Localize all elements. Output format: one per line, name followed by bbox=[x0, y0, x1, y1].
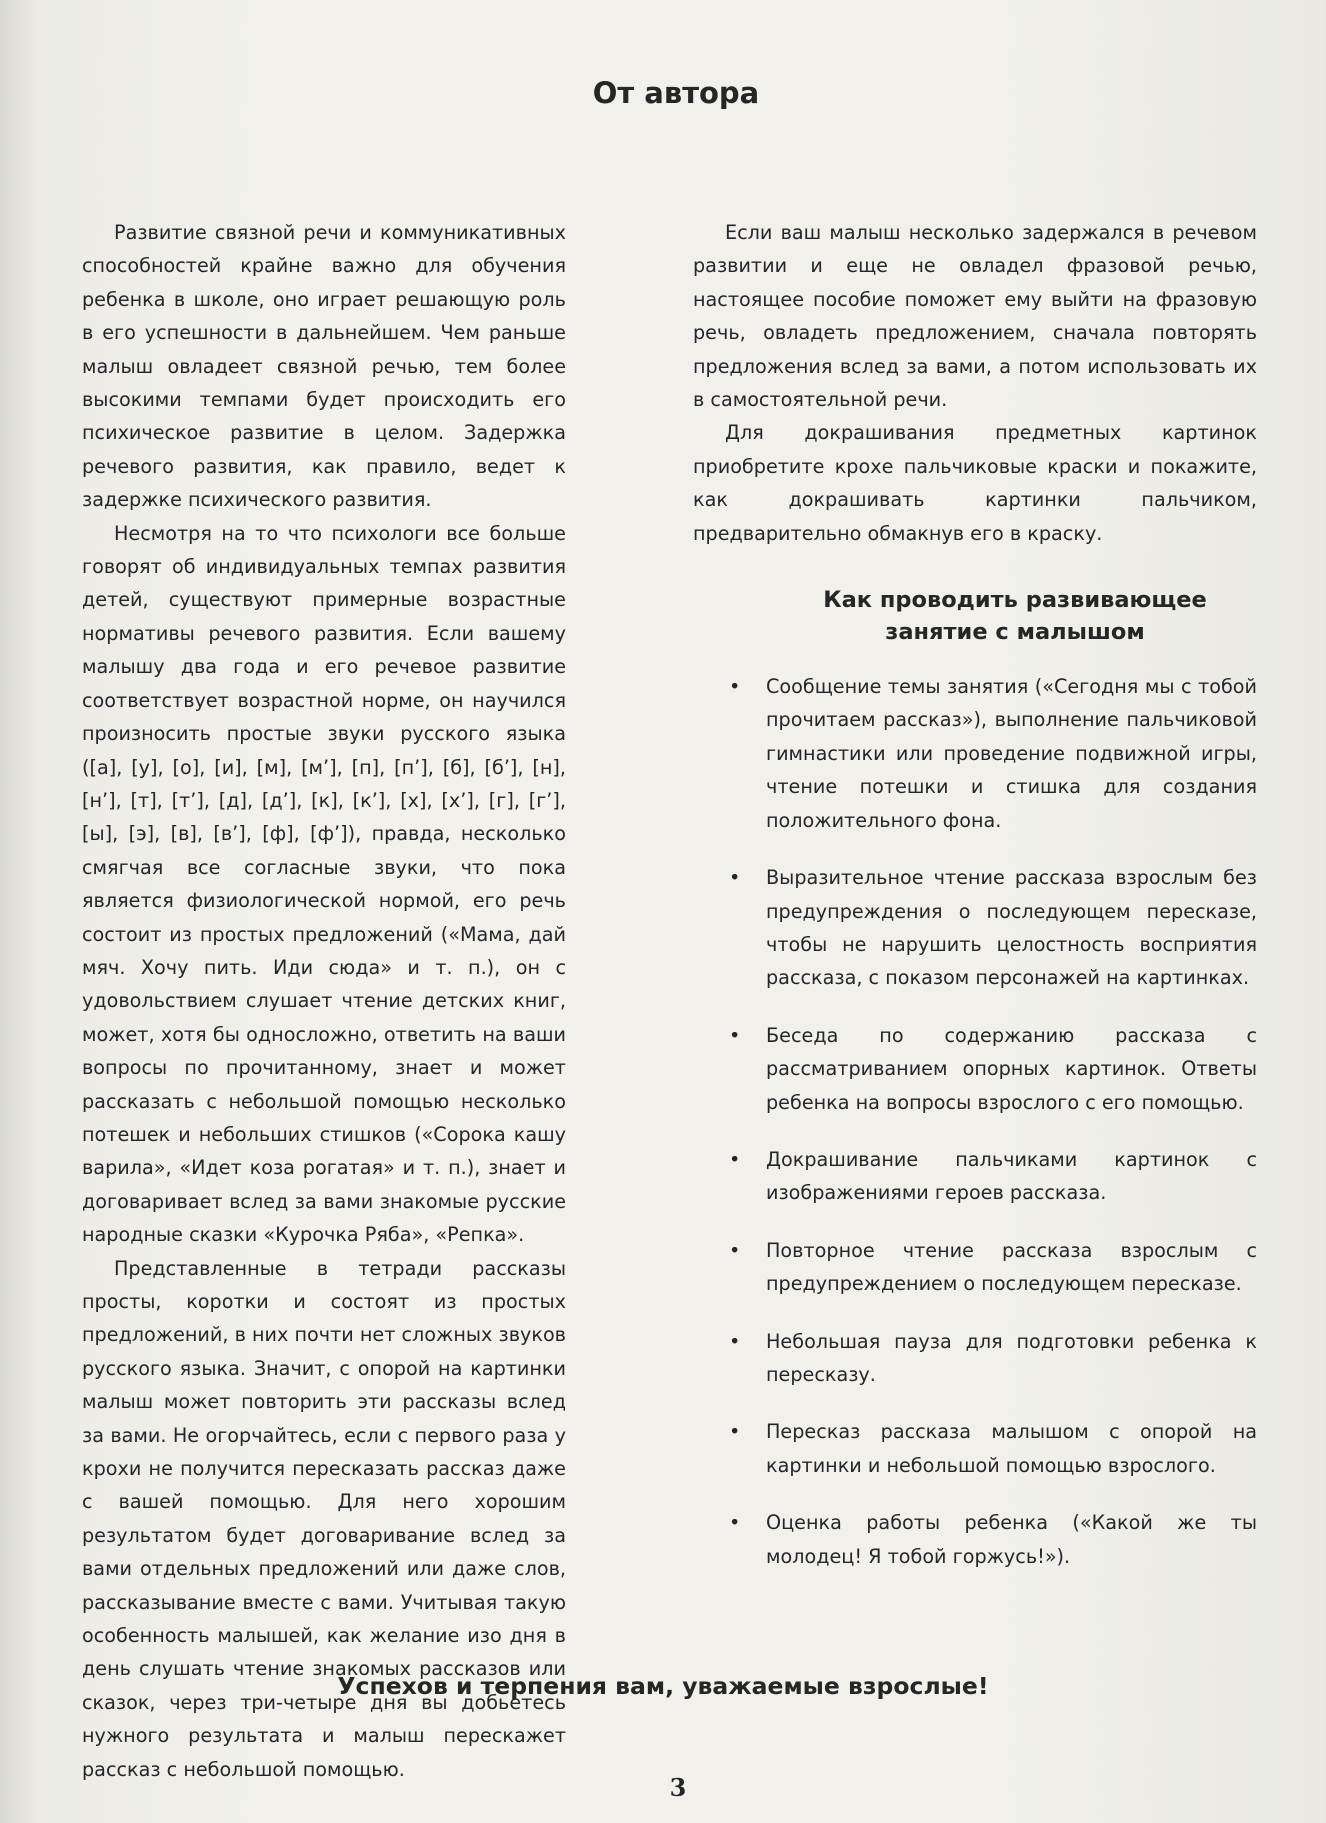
bullet-icon: • bbox=[729, 1023, 741, 1047]
list-item-text: Пересказ рассказа малышом с опорой на картинки и небольшой помощью взрослого. bbox=[766, 1420, 1257, 1477]
section-heading: Как проводить развивающее занятие с малышом bbox=[823, 587, 1207, 646]
paragraph: Если ваш малыш несколько задержался в речевом развитии и еще не овладел фразовой речью, настоящее пособие поможет ему выйти на фразовую речь, овладеть предложением, сначала повторять предложения вслед за вами, а потом использовать их в самостоятельной речи. bbox=[693, 221, 1257, 412]
list-item bbox=[693, 1506, 1257, 1573]
list-item-text: Небольшая пауза для подготовки ребенка к пересказу. bbox=[766, 1329, 1257, 1386]
list-item-text: Оценка работы ребенка («Какой же ты молодец! Я тобой горжусь!»). bbox=[766, 1511, 1257, 1568]
list-item bbox=[693, 1019, 1257, 1119]
page-number: 3 bbox=[669, 1773, 687, 1802]
left-column bbox=[82, 216, 566, 1786]
paragraph: Для докрашивания предметных картинок приобретите крохе пальчиковые краски и покажите, как докрашивать картинки пальчиком, предварительно обмакнув его в краску. bbox=[693, 421, 1257, 545]
bullet-icon: • bbox=[729, 866, 741, 890]
steps-list bbox=[693, 670, 1257, 1573]
list-item bbox=[693, 1415, 1257, 1482]
list-item-text: Сообщение темы занятия («Сегодня мы с тобой прочитаем рассказ»), выполнение пальчиковой гимнастики или проведение подвижной игры, чтение потешки и стишка для создания положительного фона. bbox=[766, 675, 1257, 832]
list-item bbox=[693, 861, 1257, 995]
page-title: От автора bbox=[592, 76, 760, 110]
bullet-icon: • bbox=[729, 675, 741, 699]
list-item bbox=[693, 1234, 1257, 1301]
list-item bbox=[693, 670, 1257, 837]
bullet-icon: • bbox=[729, 1329, 741, 1353]
bullet-icon: • bbox=[729, 1511, 741, 1535]
bullet-icon: • bbox=[729, 1147, 741, 1171]
paragraph: Представленные в тетради рассказы просты, коротки и состоят из простых предложений, в них почти нет сложных звуков русского языка. Значит, с опорой на картинки малыш может повторить эти рассказы вслед за вами. Не огорчайтесь, если с первого раза у крохи не получится пересказать рассказ даже с вашей помощью. Для него хорошим результатом будет договаривание вслед за вами отдельных предложений или даже слов, рассказывание вместе с вами. Учитывая такую особенность малышей, как желание изо дня в день слушать чтение знакомых рассказов или сказок, через три-четыре дня вы добьетесь нужного результата и малыш перескажет рассказ с небольшой помощью. bbox=[82, 1256, 566, 1781]
right-column bbox=[693, 216, 1257, 1597]
paragraph: Несмотря на то что психологи все больше говорят об индивидуальных темпах развития детей, существуют примерные возрастные нормативы речевого развития. Если вашему малышу два года и его речевое развитие соответствует возрастной норме, он научился произносить простые звуки русского языка ([а], [у], [о], [и], [м], [м’], [п], [п’], [б], [б’], [н], [н’], [т], [т’], [д], [д’], [к], [к’], [х], [х’], [г], [г’], [ы], [э], [в], [в’], [ф], [ф’]), правда, несколько смягчая все согласные звуки, что пока является физиологической нормой, его речь состоит из простых предложений («Мама, дай мяч. Хочу пить. Иди сюда» и т. п.), он с удовольствием слушает чтение детских книг, может, хотя бы односложно, ответить на ваши вопросы по прочитанному, знает и может рассказать с небольшой помощью несколько потешек и небольших стишков («Сорока кашу варила», «Идет коза рогатая» и т. п.), знает и договаривает вслед за вами знакомые русские народные сказки «Курочка Ряба», «Репка». bbox=[82, 521, 566, 1247]
paragraph: Развитие связной речи и коммуникативных способностей крайне важно для обучения ребенка в школе, оно играет решающую роль в его успешности в дальнейшем. Чем раньше малыш овладеет связной речью, тем более высокими темпами будет происходить его психическое развитие в целом. Задержка речевого развития, как правило, ведет к задержке психического развития. bbox=[82, 221, 566, 512]
bullet-icon: • bbox=[729, 1420, 741, 1444]
list-item bbox=[693, 1325, 1257, 1392]
bullet-icon: • bbox=[729, 1238, 741, 1262]
list-item bbox=[693, 1143, 1257, 1210]
list-item-text: Выразительное чтение рассказа взрослым без предупреждения о последующем пересказе, чтобы не нарушить целостность восприятия рассказа, с показом персонажей на картинках. bbox=[766, 866, 1257, 990]
closing-line: Успехов и терпения вам, уважаемые взрослые! bbox=[337, 1672, 989, 1700]
list-item-text: Повторное чтение рассказа взрослым с предупреждением о последующем пересказе. bbox=[766, 1238, 1257, 1296]
list-item-text: Беседа по содержанию рассказа с рассматриванием опорных картинок. Ответы ребенка на вопросы взрослого с его помощью. bbox=[766, 1023, 1257, 1114]
list-item-text: Докрашивание пальчиками картинок с изображениями героев рассказа. bbox=[766, 1147, 1257, 1205]
